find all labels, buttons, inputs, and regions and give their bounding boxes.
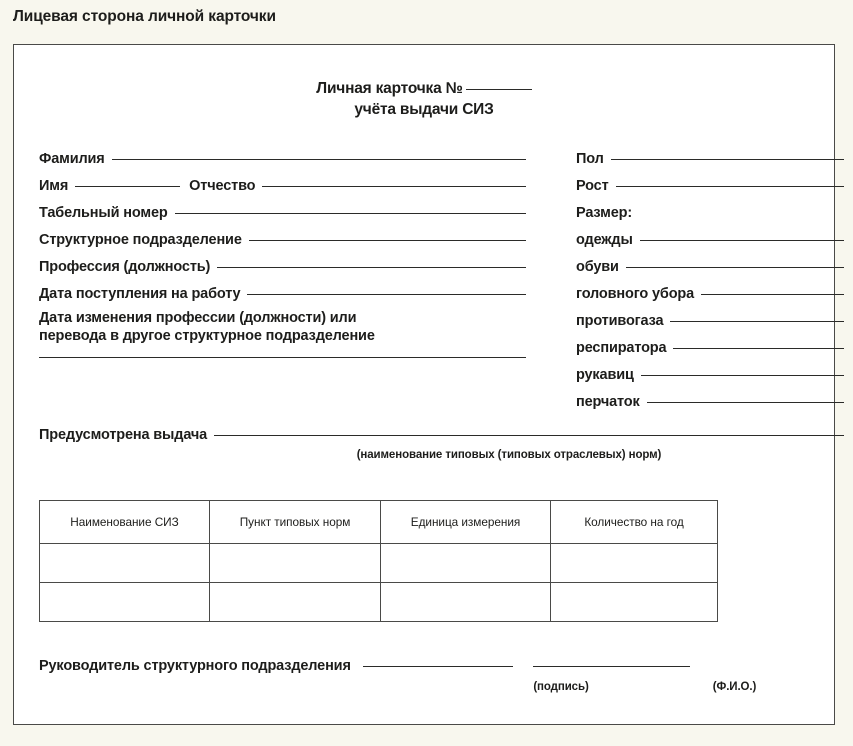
field-clothing-size[interactable] bbox=[576, 232, 844, 248]
card-heading bbox=[14, 78, 834, 120]
field-profession-blank[interactable] bbox=[217, 267, 526, 268]
table-cell[interactable] bbox=[551, 544, 718, 583]
field-respirator-size-label: респиратора bbox=[576, 340, 667, 356]
field-height-label: Рост bbox=[576, 178, 609, 194]
field-mittens-size[interactable] bbox=[576, 367, 844, 383]
table-header-cell: Пункт типовых норм bbox=[210, 501, 381, 544]
signature-caption: (подпись) bbox=[533, 681, 589, 693]
field-firstname-blank[interactable] bbox=[75, 186, 180, 187]
field-hire-date-label: Дата поступления на работу bbox=[39, 286, 241, 302]
signature-label: Руководитель структурного подразделения bbox=[39, 658, 351, 674]
signature-row[interactable] bbox=[39, 658, 844, 674]
issuance-label: Предусмотрена выдача bbox=[39, 427, 208, 443]
field-size-group-label bbox=[576, 205, 844, 221]
field-department-label: Структурное подразделение bbox=[39, 232, 242, 248]
field-mittens-size-blank[interactable] bbox=[641, 375, 844, 376]
issuance-row[interactable] bbox=[39, 427, 844, 443]
table-row[interactable] bbox=[40, 544, 718, 583]
table-header-row bbox=[40, 501, 718, 544]
field-personnel-number-blank[interactable] bbox=[175, 213, 526, 214]
field-respirator-size-blank[interactable] bbox=[673, 348, 844, 349]
table-row[interactable] bbox=[40, 583, 718, 622]
field-shoe-size-label: обуви bbox=[576, 259, 619, 275]
table-header-cell: Единица измерения bbox=[381, 501, 551, 544]
ppe-table bbox=[39, 500, 718, 622]
field-surname[interactable] bbox=[39, 151, 526, 167]
table-cell[interactable] bbox=[210, 544, 381, 583]
field-clothing-size-label: одежды bbox=[576, 232, 633, 248]
table-cell[interactable] bbox=[381, 544, 551, 583]
field-hire-date-blank[interactable] bbox=[247, 294, 526, 295]
field-height[interactable] bbox=[576, 178, 844, 194]
field-patronymic-blank[interactable] bbox=[262, 186, 526, 187]
issuance-caption: (наименование типовых (типовых отраслевых) норм) bbox=[356, 449, 662, 461]
field-transfer-date-label-line2: перевода в другое структурное подразделение bbox=[39, 327, 375, 344]
table-cell[interactable] bbox=[40, 544, 210, 583]
issuance-blank[interactable] bbox=[214, 435, 844, 436]
field-profession-label: Профессия (должность) bbox=[39, 259, 211, 275]
field-headwear-size[interactable] bbox=[576, 286, 844, 302]
field-height-blank[interactable] bbox=[616, 186, 844, 187]
field-headwear-size-blank[interactable] bbox=[701, 294, 844, 295]
table-cell[interactable] bbox=[381, 583, 551, 622]
field-gender-blank[interactable] bbox=[611, 159, 844, 160]
field-shoe-size[interactable] bbox=[576, 259, 844, 275]
card-heading-line2: учёта выдачи СИЗ bbox=[354, 101, 494, 118]
field-transfer-date-blank[interactable] bbox=[39, 357, 526, 358]
field-firstname-label: Имя bbox=[39, 178, 69, 194]
table-cell[interactable] bbox=[40, 583, 210, 622]
field-mittens-size-label: рукавиц bbox=[576, 367, 634, 383]
field-gender-label: Пол bbox=[576, 151, 604, 167]
field-personnel-number-label: Табельный номер bbox=[39, 205, 168, 221]
field-gasmask-size[interactable] bbox=[576, 313, 844, 329]
card-heading-line1: Личная карточка № bbox=[316, 80, 463, 97]
field-respirator-size[interactable] bbox=[576, 340, 844, 356]
field-gloves-size-label: перчаток bbox=[576, 394, 640, 410]
field-gasmask-size-blank[interactable] bbox=[670, 321, 844, 322]
field-shoe-size-blank[interactable] bbox=[626, 267, 844, 268]
field-headwear-size-label: головного убора bbox=[576, 286, 695, 302]
field-surname-label: Фамилия bbox=[39, 151, 105, 167]
field-surname-blank[interactable] bbox=[112, 159, 526, 160]
field-profession[interactable] bbox=[39, 259, 526, 275]
size-group-label: Размер: bbox=[576, 205, 632, 221]
field-clothing-size-blank[interactable] bbox=[640, 240, 844, 241]
table-header-cell: Наименование СИЗ bbox=[40, 501, 210, 544]
signature-blank[interactable] bbox=[363, 666, 513, 667]
field-department-blank[interactable] bbox=[249, 240, 526, 241]
field-personnel-number[interactable] bbox=[39, 205, 526, 221]
fullname-blank[interactable] bbox=[533, 666, 690, 667]
table-cell[interactable] bbox=[551, 583, 718, 622]
card-number-blank[interactable] bbox=[466, 89, 532, 90]
field-gender[interactable] bbox=[576, 151, 844, 167]
page-title: Лицевая сторона личной карточки bbox=[13, 8, 276, 25]
field-gloves-size-blank[interactable] bbox=[647, 402, 844, 403]
field-transfer-date-label bbox=[39, 310, 375, 345]
table-header-cell: Количество на год bbox=[551, 501, 718, 544]
field-gasmask-size-label: противогаза bbox=[576, 313, 664, 329]
field-gloves-size[interactable] bbox=[576, 394, 844, 410]
field-firstname-patronymic[interactable] bbox=[39, 178, 526, 194]
field-hire-date[interactable] bbox=[39, 286, 526, 302]
field-patronymic-label: Отчество bbox=[189, 178, 256, 194]
field-transfer-date-label-line1: Дата изменения профессии (должности) или bbox=[39, 310, 357, 326]
field-department[interactable] bbox=[39, 232, 526, 248]
fullname-caption: (Ф.И.О.) bbox=[712, 681, 757, 693]
table-cell[interactable] bbox=[210, 583, 381, 622]
personal-card bbox=[13, 44, 835, 725]
